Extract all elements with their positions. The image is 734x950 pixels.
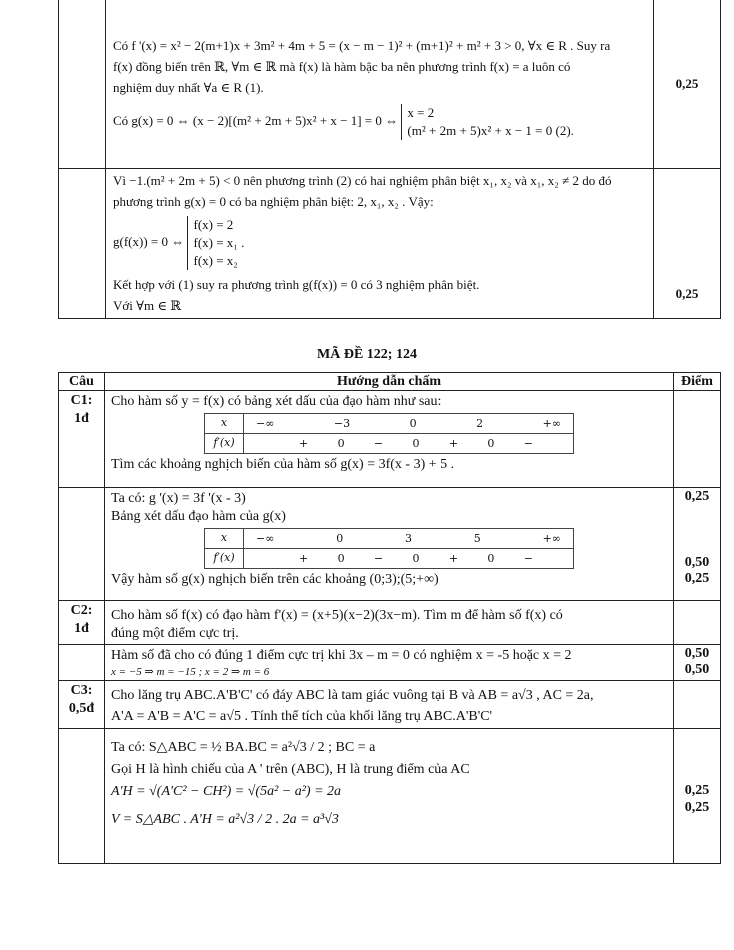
score-cell xyxy=(674,488,721,601)
table-row xyxy=(59,645,721,681)
header-guide: Hướng dẫn chấm xyxy=(105,373,674,391)
x-value: −3 xyxy=(333,416,351,430)
section-title: MÃ ĐỀ 122; 124 xyxy=(317,347,417,362)
answer-text: Ta có: g '(x) = 3f '(x - 3) xyxy=(111,491,246,506)
score-value: 0,50 xyxy=(684,662,710,677)
answer-text: Bảng xét dấu đạo hàm của g(x) xyxy=(111,509,286,524)
sign-value: + xyxy=(448,551,459,565)
x-value: −∞ xyxy=(256,416,275,430)
sign-value: − xyxy=(523,551,533,565)
answer-text: Hàm số đã cho có đúng 1 điểm cực trị khi 3x – m = 0 có nghiệm x = -5 hoặc x = 2 xyxy=(111,648,572,663)
sign-value: 0 xyxy=(337,551,345,565)
score-value: 0,25 xyxy=(684,800,710,815)
grading-table xyxy=(58,372,721,864)
answer-line: nghiệm duy nhất ∀a ∈ R (1). xyxy=(113,80,264,95)
question-text: Cho hàm số f(x) có đạo hàm f'(x) = (x+5)(x−2)(3x−m). Tìm m để hàm số f(x) có xyxy=(111,608,563,623)
answer-line: f(x) đồng biến trên ℝ, ∀m ∈ ℝ mà f(x) là hàm bậc ba nên phương trình f(x) = a luôn có xyxy=(113,59,571,74)
sign-value: 0 xyxy=(412,436,420,450)
score-value: 0,25 xyxy=(675,286,699,301)
sign-table-x-row xyxy=(244,414,574,434)
table-row xyxy=(59,488,721,601)
question-label xyxy=(59,681,105,729)
question-number: C3: xyxy=(70,683,93,698)
score-cell xyxy=(674,729,721,864)
sign-table xyxy=(204,528,574,569)
answer-cell xyxy=(106,0,654,169)
answer-text: V = S△ABC . A'H = a²√3 / 2 . 2a = a³√3 xyxy=(111,812,339,827)
score-cell xyxy=(674,391,721,488)
answer-line: Có f '(x) = x² − 2(m+1)x + 3m² + 4m + 5 = (x − m − 1)² + (m+1)² + m² + 3 > 0, ∀x ∈ R . Suy ra xyxy=(113,38,611,53)
question-text: Cho lăng trụ ABC.A'B'C' có đáy ABC là tam giác vuông tại B và AB = a√3 , AC = 2a, xyxy=(111,688,594,703)
score-value: 0,25 xyxy=(684,571,710,586)
sign-table-f-label: f′(x) xyxy=(205,434,244,454)
question-content xyxy=(105,601,674,645)
case-item: x = 2 xyxy=(407,105,435,120)
sign-value: − xyxy=(523,436,533,450)
question-points: 0,5đ xyxy=(68,701,95,716)
sign-value: − xyxy=(373,551,384,565)
answer-text: Vậy hàm số g(x) nghịch biến trên các khoảng (0;3);(5;+∞) xyxy=(111,572,439,587)
answer-line: Kết hợp với (1) suy ra phương trình g(f(x)) = 0 có 3 nghiệm phân biệt. xyxy=(113,277,480,292)
question-label xyxy=(59,601,105,645)
cases-bracket xyxy=(401,104,574,140)
answer-content xyxy=(105,645,674,681)
sign-table xyxy=(204,413,574,454)
score-cell xyxy=(674,681,721,729)
score-cell xyxy=(674,601,721,645)
table-row xyxy=(59,391,721,488)
header-question: Câu xyxy=(59,373,105,391)
answer-text: Gọi H là hình chiếu của A ' trên (ABC), H là trung điểm của AC xyxy=(111,762,470,777)
answer-line-with-cases xyxy=(113,104,648,140)
question-label xyxy=(59,645,105,681)
sign-value: + xyxy=(448,436,459,450)
sign-table-sign-row xyxy=(244,549,574,569)
x-value: +∞ xyxy=(542,531,561,545)
table-row xyxy=(59,601,721,645)
question-cell-empty xyxy=(59,169,106,319)
answer-cell xyxy=(106,169,654,319)
sign-table-f-label: f′(x) xyxy=(205,549,244,569)
answer-line: Vì −1.(m² + 2m + 5) < 0 nên phương trình (2) có hai nghiệm phân biệt x₁, x₂ và x₁, x₂ ≠ 2 do đó xyxy=(113,173,612,188)
sign-table-x-row xyxy=(244,529,574,549)
question-text: Cho hàm số y = f(x) có bảng xét dấu của đạo hàm như sau: xyxy=(111,394,442,409)
answer-line: Với ∀m ∈ ℝ xyxy=(113,298,182,313)
previous-answer-table xyxy=(58,0,721,319)
sign-value: + xyxy=(299,551,309,565)
answer-line: phương trình g(x) = 0 có ba nghiệm phân biệt: 2, x₁, x₂ . Vậy: xyxy=(113,194,434,209)
sign-value: − xyxy=(373,436,384,450)
case-item: f(x) = 2 xyxy=(193,217,234,232)
question-text: đúng một điểm cực trị. xyxy=(111,626,239,641)
x-value: +∞ xyxy=(542,416,561,430)
case-item: f(x) = x₂ xyxy=(193,253,238,268)
answer-text: x = −5 ⇒ m = −15 ; x = 2 ⇒ m = 6 xyxy=(111,666,270,678)
answer-content xyxy=(105,729,674,864)
question-points: 1đ xyxy=(74,621,89,636)
sign-value: 0 xyxy=(412,551,420,565)
score-value: 0,50 xyxy=(684,555,710,570)
question-text: A'A = A'B = A'C = a√5 . Tính thể tích của khối lăng trụ ABC.A'B'C' xyxy=(111,709,493,724)
question-points: 1đ xyxy=(74,411,89,426)
score-value: 0,50 xyxy=(684,646,710,661)
sign-table-sign-row xyxy=(244,434,574,454)
score-cell xyxy=(674,645,721,681)
score-value: 0,25 xyxy=(675,75,699,91)
answer-line-with-cases xyxy=(113,216,648,270)
answer-text: Ta có: S△ABC = ½ BA.BC = a²√3 / 2 ; BC = a xyxy=(111,740,376,755)
x-value: −∞ xyxy=(256,531,275,545)
answer-content xyxy=(105,488,674,601)
sign-value: + xyxy=(299,436,309,450)
sign-table-x-label: x xyxy=(205,529,244,549)
question-cell-empty xyxy=(59,0,106,169)
equation-text: g(f(x)) = 0 ⇔ xyxy=(113,233,185,249)
sign-value: 0 xyxy=(487,551,495,565)
table-row xyxy=(59,729,721,864)
question-label xyxy=(59,391,105,488)
case-item: (m² + 2m + 5)x² + x − 1 = 0 (2). xyxy=(407,123,574,138)
case-item: f(x) = x₁ . xyxy=(193,235,245,250)
score-value: 0,25 xyxy=(684,489,710,504)
x-value: 0 xyxy=(336,531,344,545)
equation-text: Có g(x) = 0 ⇔ (x − 2)[(m² + 2m + 5)x² + x − 1] = 0 ⇔ xyxy=(113,112,399,128)
score-cell xyxy=(654,0,721,169)
sign-value: 0 xyxy=(337,436,345,450)
question-label xyxy=(59,729,105,864)
table-row xyxy=(59,681,721,729)
sign-table-x-label: x xyxy=(205,414,244,434)
answer-text: A'H = √(A'C² − CH²) = √(5a² − a²) = 2a xyxy=(111,784,342,799)
x-value: 3 xyxy=(404,531,412,545)
score-value: 0,25 xyxy=(684,783,710,798)
x-value: 5 xyxy=(473,531,481,545)
x-value: 2 xyxy=(476,416,484,430)
score-cell xyxy=(654,169,721,319)
x-value: 0 xyxy=(409,416,417,430)
question-content xyxy=(105,681,674,729)
question-number: C2: xyxy=(70,603,93,618)
question-text: Tìm các khoảng nghịch biến của hàm số g(x) = 3f(x - 3) + 5 . xyxy=(111,457,455,472)
cases-bracket xyxy=(187,216,244,270)
question-label xyxy=(59,488,105,601)
header-score: Điểm xyxy=(674,373,721,391)
question-content xyxy=(105,391,674,488)
question-number: C1: xyxy=(70,393,93,408)
sign-value: 0 xyxy=(487,436,495,450)
table-header-row xyxy=(59,373,721,391)
